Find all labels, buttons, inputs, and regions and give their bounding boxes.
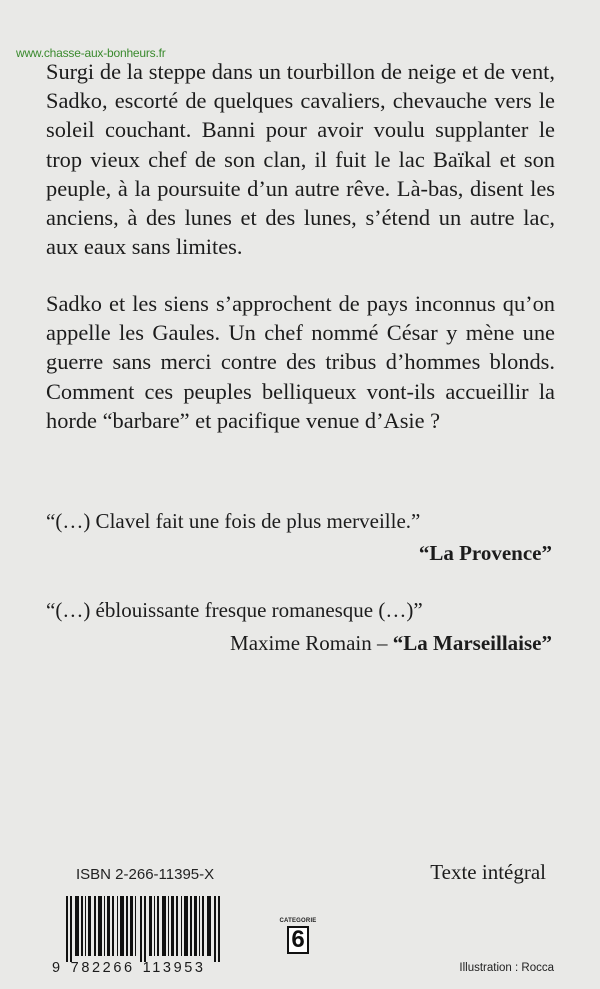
review-quote-1: “(…) Clavel fait une fois de plus merveille.” (46, 509, 421, 533)
watermark-url: www.chasse-aux-bonheurs.fr (16, 46, 166, 60)
barcode-first-digit: 9 (52, 960, 63, 976)
review-source-2: “La Marseillaise” (392, 631, 552, 655)
review-author-2: Maxime Romain – (230, 631, 393, 655)
edition-note: Texte intégral (430, 860, 546, 884)
review-attribution-2 (230, 630, 552, 656)
category-number: 6 (287, 926, 309, 954)
blurb-paragraph-1: Surgi de la steppe dans un tourbillon de neige et de vent, Sadko, escorté de quelques cavaliers, chevauche vers le soleil couchant. Banni pour avoir voulu supplanter le trop vieux chef de son clan, il fuit le lac Baïkal et son peuple, à la poursuite d’un autre rêve. Là-bas, disent les anciens, à des lunes et des lunes, s’étend un autre lac, aux eaux sans limites. (46, 59, 555, 260)
blurb-paragraph-2: Sadko et les siens s’approchent de pays inconnus qu’on appelle les Gaules. Un chef nommé César y mène une guerre sans merci contre des tribus d’hommes blonds. Comment ces peuples belliqueux vont-ils accueillir la horde “barbare” et pacifique venue d’Asie ? (46, 291, 555, 433)
illustration-credit: Illustration : Rocca (459, 962, 554, 974)
category-label: CATEGORIE (279, 918, 317, 924)
category-badge (279, 918, 317, 964)
barcode-image (66, 896, 222, 962)
isbn-number: ISBN 2-266-11395-X (76, 866, 215, 883)
barcode-left-group: 782266 (70, 960, 135, 976)
review-quote-2: “(…) éblouissante fresque romanesque (…)” (46, 598, 423, 622)
review-source-1: “La Provence” (418, 541, 552, 565)
barcode-right-group: 113953 (142, 960, 206, 976)
barcode-digits (52, 960, 228, 976)
